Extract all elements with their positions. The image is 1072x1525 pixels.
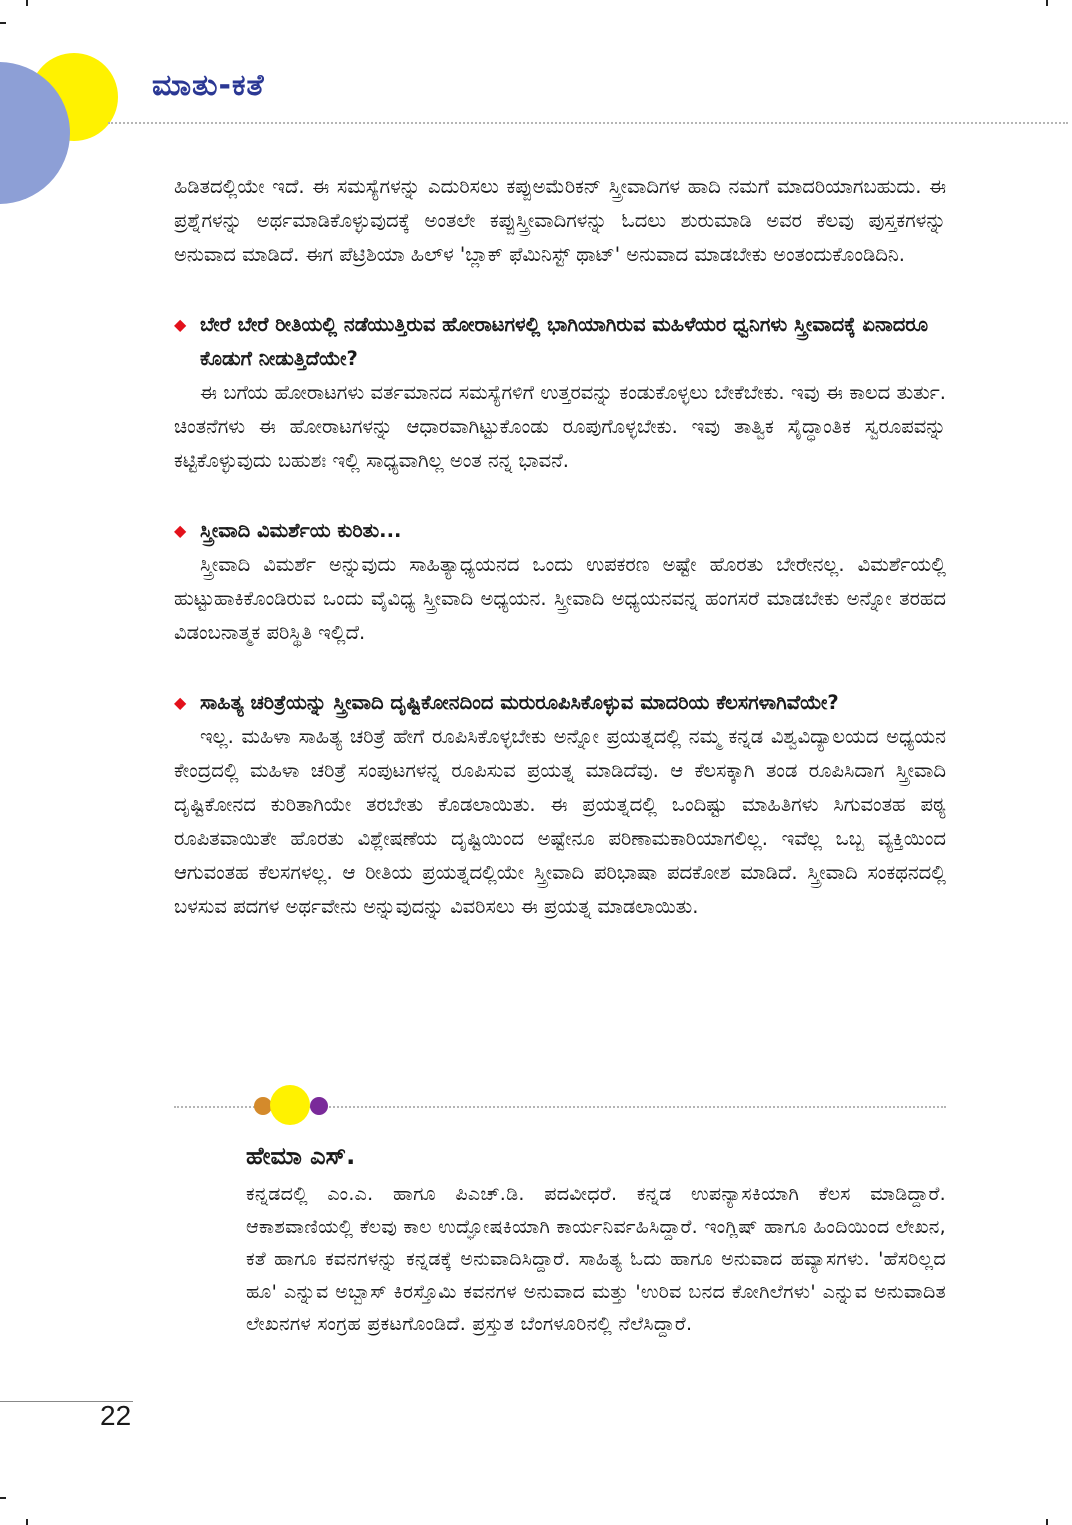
separator-yellow-dot [270,1085,310,1125]
intro-paragraph: ಹಿಡಿತದಲ್ಲಿಯೇ ಇದೆ. ಈ ಸಮಸ್ಯೆಗಳನ್ನು ಎದುರಿಸಲು ಕಪ್ಪುಅಮೆರಿಕನ್ ಸ್ತ್ರೀವಾದಿಗಳ ಹಾದಿ ನಮಗೆ ಮಾದರಿಯಾಗಬಹುದು. ಈ ಪ್ರಶ್ನೆಗಳನ್ನು ಅರ್ಥಮಾಡಿಕೊಳ್ಳುವುದಕ್ಕೆ ಅಂತಲೇ ಕಪ್ಪುಸ್ತ್ರೀವಾದಿಗಳನ್ನು ಓದಲು ಶುರುಮಾಡಿ ಅವರ ಕೆಲವು ಪುಸ್ತಕಗಳನ್ನು ಅನುವಾದ ಮಾಡಿದೆ. ಈಗ ಪೆಟ್ರಿಶಿಯಾ ಹಿಲ್‌ಳ 'ಬ್ಲಾಕ್ ಫೆಮಿನಿಸ್ಟ್ ಥಾಟ್' ಅನುವಾದ ಮಾಡಬೇಕು ಅಂತಂದುಕೊಂಡಿದಿನಿ. [174,175,946,266]
question [174,514,946,548]
author-info [246,1142,946,1341]
diamond-bullet-icon: ◆ [174,315,187,334]
article-body [174,170,946,924]
crop-mark [1046,0,1048,6]
question-text: ಬೇರೆ ಬೇರೆ ರೀತಿಯಲ್ಲಿ ನಡೆಯುತ್ತಿರುವ ಹೋರಾಟಗಳಲ್ಲಿ ಭಾಗಿಯಾಗಿರುವ ಮಹಿಳೆಯರ ಧ್ವನಿಗಳು ಸ್ತ್ರೀವಾದಕ್ಕೆ ಏನಾದರೂ ಕೊಡುಗೆ ನೀಡುತ್ತಿದೆಯೇ? [200,313,929,370]
question-text: ಸ್ತ್ರೀವಾದಿ ವಿಮರ್ಶೆಯ ಕುರಿತು... [200,519,402,542]
crop-mark [26,0,28,6]
crop-mark [0,1497,6,1499]
question [174,308,946,376]
qa-item [174,308,946,478]
crop-mark [0,22,6,24]
author-bio: ಕನ್ನಡದಲ್ಲಿ ಎಂ.ಎ. ಹಾಗೂ ಪಿಎಚ್.ಡಿ. ಪದವೀಧರೆ. ಕನ್ನಡ ಉಪನ್ಯಾಸಕಿಯಾಗಿ ಕೆಲಸ ಮಾಡಿದ್ದಾರೆ. ಆಕಾಶವಾಣಿಯಲ್ಲಿ ಕೆಲವು ಕಾಲ ಉದ್ಘೋಷಕಿಯಾಗಿ ಕಾರ್ಯನಿರ್ವಹಿಸಿದ್ದಾರೆ. ಇಂಗ್ಲಿಷ್ ಹಾಗೂ ಹಿಂದಿಯಿಂದ ಲೇಖನ, ಕತೆ ಹಾಗೂ ಕವನಗಳನ್ನು ಕನ್ನಡಕ್ಕೆ ಅನುವಾದಿಸಿದ್ದಾರೆ. ಸಾಹಿತ್ಯ ಓದು ಹಾಗೂ ಅನುವಾದ ಹವ್ಯಾಸಗಳು. 'ಹೆಸರಿಲ್ಲದ ಹೂ' ಎನ್ನುವ ಅಬ್ಬಾಸ್ ಕಿರಸ್ತೊಮಿ ಕವನಗಳ ಅನುವಾದ ಮತ್ತು 'ಉರಿವ ಬನದ ಕೋಗಿಲೆಗಳು' ಎನ್ನುವ ಅನುವಾದಿತ ಲೇಖನಗಳ ಸಂಗ್ರಹ ಪ್ರಕಟಗೊಂಡಿದೆ. ಪ್ರಸ್ತುತ ಬೆಂಗಳೂರಿನಲ್ಲಿ ನೆಲೆಸಿದ್ದಾರೆ. [246,1183,946,1335]
separator-purple-dot [310,1097,328,1115]
answer-text: ಇಲ್ಲ. ಮಹಿಳಾ ಸಾಹಿತ್ಯ ಚರಿತ್ರೆ ಹೇಗೆ ರೂಪಿಸಿಕೊಳ್ಳಬೇಕು ಅನ್ನೋ ಪ್ರಯತ್ನದಲ್ಲಿ ನಮ್ಮ ಕನ್ನಡ ವಿಶ್ವವಿದ್ಯಾಲಯದ ಅಧ್ಯಯನ ಕೇಂದ್ರದಲ್ಲಿ ಮಹಿಳಾ ಚರಿತ್ರೆ ಸಂಪುಟಗಳನ್ನ ರೂಪಿಸುವ ಪ್ರಯತ್ನ ಮಾಡಿದೆವು. ಆ ಕೆಲಸಕ್ಕಾಗಿ ತಂಡ ರೂಪಿಸಿದಾಗ ಸ್ತ್ರೀವಾದಿ ದೃಷ್ಟಿಕೋನದ ಕುರಿತಾಗಿಯೇ ತರಬೇತು ಕೊಡಲಾಯಿತು. ಈ ಪ್ರಯತ್ನದಲ್ಲಿ ಒಂದಿಷ್ಟು ಮಾಹಿತಿಗಳು ಸಿಗುವಂತಹ ಪಠ್ಯ ರೂಪಿತವಾಯಿತೇ ಹೊರತು ವಿಶ್ಲೇಷಣೆಯ ದೃಷ್ಟಿಯಿಂದ ಅಷ್ಟೇನೂ ಪರಿಣಾಮಕಾರಿಯಾಗಲಿಲ್ಲ. ಇವೆಲ್ಲ ಒಬ್ಬ ವ್ಯಕ್ತಿಯಿಂದ ಆಗುವಂತಹ ಕೆಲಸಗಳಲ್ಲ. ಆ ರೀತಿಯ ಪ್ರಯತ್ನದಲ್ಲಿಯೇ ಸ್ತ್ರೀವಾದಿ ಪರಿಭಾಷಾ ಪದಕೋಶ ಮಾಡಿದೆ. ಸ್ತ್ರೀವಾದಿ ಸಂಕಥನದಲ್ಲಿ ಬಳಸುವ ಪದಗಳ ಅರ್ಥವೇನು ಅನ್ನುವುದನ್ನು ವಿವರಿಸಲು ಈ ಪ್ರಯತ್ನ ಮಾಡಲಾಯಿತು. [174,725,946,918]
diamond-bullet-icon: ◆ [174,521,187,540]
crop-mark [26,1519,28,1525]
question-text: ಸಾಹಿತ್ಯ ಚರಿತ್ರೆಯನ್ನು ಸ್ತ್ರೀವಾದಿ ದೃಷ್ಟಿಕೋನದಿಂದ ಮರುರೂಪಿಸಿಕೊಳ್ಳುವ ಮಾದರಿಯ ಕೆಲಸಗಳಾಗಿವೆಯೇ? [200,691,839,714]
page-number: 22 [100,1400,132,1431]
diamond-bullet-icon: ◆ [174,693,187,712]
qa-item [174,686,946,924]
qa-item [174,514,946,650]
answer-text: ಸ್ತ್ರೀವಾದಿ ವಿಮರ್ಶೆ ಅನ್ನುವುದು ಸಾಹಿತ್ಯಾಧ್ಯಯನದ ಒಂದು ಉಪಕರಣ ಅಷ್ಟೇ ಹೊರತು ಬೇರೇನಲ್ಲ. ವಿಮರ್ಶೆಯಲ್ಲಿ ಹುಟ್ಟುಹಾಕಿಕೊಂಡಿರುವ ಒಂದು ವೈವಿಧ್ಯ ಸ್ತ್ರೀವಾದಿ ಅಧ್ಯಯನ. ಸ್ತ್ರೀವಾದಿ ಅಧ್ಯಯನವನ್ನ ಹಂಗಸರೆ ಮಾಡಬೇಕು ಅನ್ನೋ ತರಹದ ವಿಡಂಬನಾತ್ಮಕ ಪರಿಸ್ಥಿತಿ ಇಲ್ಲಿದೆ. [174,553,946,644]
author-name: ಹೇಮಾ ಎಸ್. [246,1142,356,1170]
header-dotted-rule [108,122,1068,124]
answer-text: ಈ ಬಗೆಯ ಹೋರಾಟಗಳು ವರ್ತಮಾನದ ಸಮಸ್ಯೆಗಳಿಗೆ ಉತ್ತರವನ್ನು ಕಂಡುಕೊಳ್ಳಲು ಬೇಕೆಬೇಕು. ಇವು ಈ ಕಾಲದ ತುರ್ತು. ಚಿಂತನೆಗಳು ಈ ಹೋರಾಟಗಳನ್ನು ಆಧಾರವಾಗಿಟ್ಟುಕೊಂಡು ರೂಪುಗೊಳ್ಳಬೇಕು. ಇವು ತಾತ್ವಿಕ ಸೈದ್ಧಾಂತಿಕ ಸ್ವರೂಪವನ್ನು ಕಟ್ಟಿಕೊಳ್ಳುವುದು ಬಹುಶಃ ಇಲ್ಲಿ ಸಾಧ್ಯವಾಗಿಲ್ಲ ಅಂತ ನನ್ನ ಭಾವನೆ. [174,381,946,472]
section-title: ಮಾತು-ಕತೆ [152,68,265,103]
crop-mark [1046,1519,1048,1525]
question [174,686,946,720]
